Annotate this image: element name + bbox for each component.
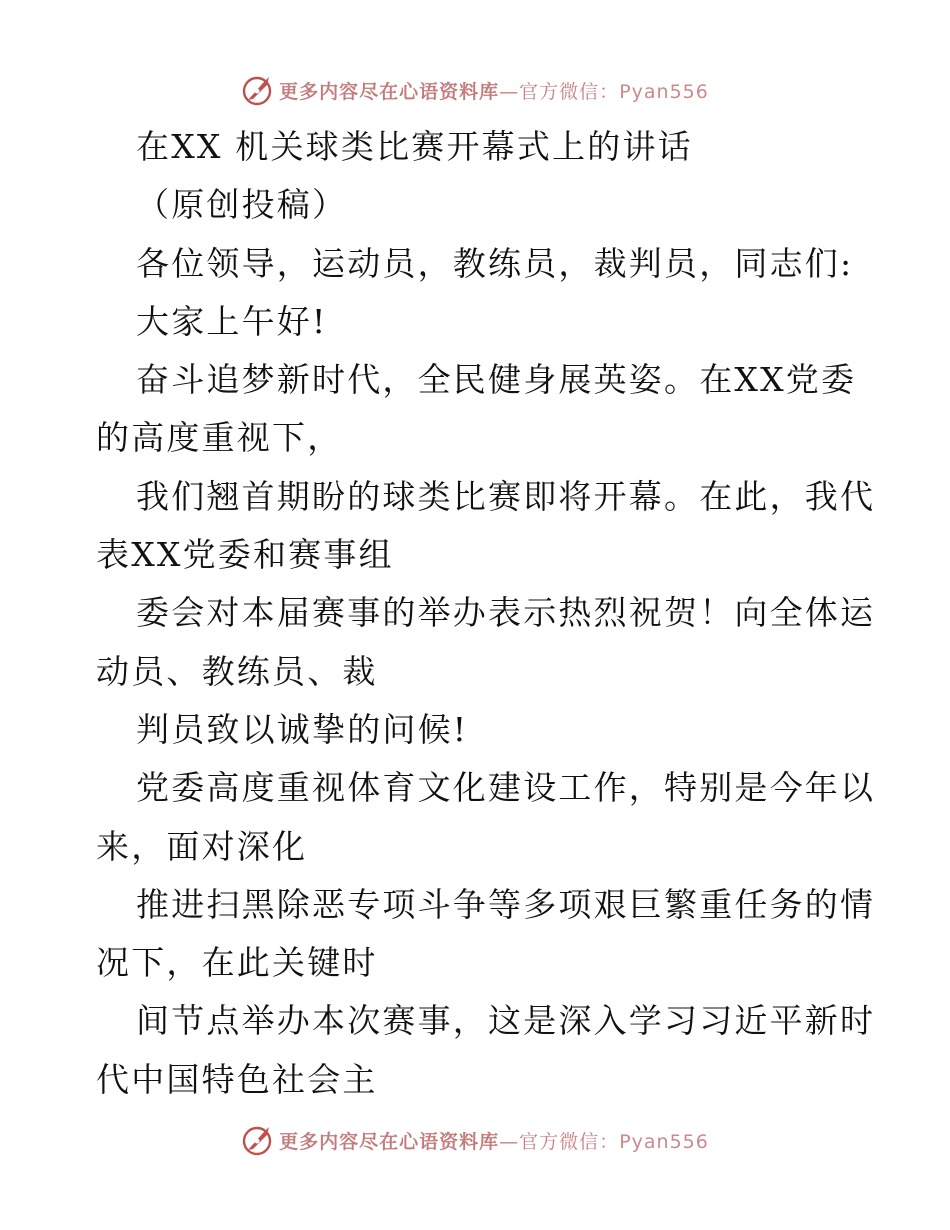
watermark-wechat-label: 官方微信： — [519, 80, 620, 103]
text-line: 推进扫黑除恶专项斗争等多项艰巨繁重任务的情 — [136, 884, 876, 924]
document-subtitle: （原创投稿） — [136, 185, 348, 225]
document-body — [96, 118, 876, 1109]
text-line: 代中国特色社会主 — [96, 1059, 378, 1099]
header-watermark — [0, 70, 950, 110]
text-line: 况下，在此关键时 — [96, 943, 378, 983]
text-line: 的高度重视下， — [96, 418, 343, 458]
text-line: 来，面对深化 — [96, 826, 308, 866]
quill-pen-logo-icon — [241, 1123, 275, 1157]
text-line: 动员、教练员、裁 — [96, 651, 378, 691]
text-line: 各位领导，运动员，教练员，裁判员，同志们: — [136, 243, 854, 283]
watermark-account: Pyan556 — [619, 1130, 709, 1153]
text-line: 判员致以诚挚的问候! — [136, 709, 469, 749]
watermark-account: Pyan556 — [619, 80, 709, 103]
watermark-text — [279, 77, 709, 104]
watermark-wechat-label: 官方微信： — [519, 1130, 620, 1153]
text-line: 党委高度重视体育文化建设工作，特别是今年以 — [136, 768, 876, 808]
footer-watermark — [0, 1120, 950, 1160]
text-line: 奋斗追梦新时代，全民健身展英姿。在XX党委 — [136, 360, 857, 400]
text-line: 我们翘首期盼的球类比赛即将开幕。在此，我代 — [136, 476, 876, 516]
watermark-dash: — — [499, 1130, 520, 1153]
text-line: 间节点举办本次赛事，这是深入学习习近平新时 — [136, 1001, 876, 1041]
text-line: 表XX党委和赛事组 — [96, 535, 394, 575]
quill-pen-logo-icon — [241, 73, 275, 107]
document-title: 在XX 机关球类比赛开幕式上的讲话 — [136, 127, 693, 166]
watermark-text — [279, 1127, 709, 1154]
watermark-dash: — — [499, 80, 520, 103]
text-line: 委会对本届赛事的举办表示热烈祝贺！向全体运 — [136, 593, 876, 633]
text-line: 大家上午好! — [136, 301, 328, 341]
watermark-main-text: 更多内容尽在心语资料库 — [279, 80, 500, 103]
watermark-main-text: 更多内容尽在心语资料库 — [279, 1130, 500, 1153]
